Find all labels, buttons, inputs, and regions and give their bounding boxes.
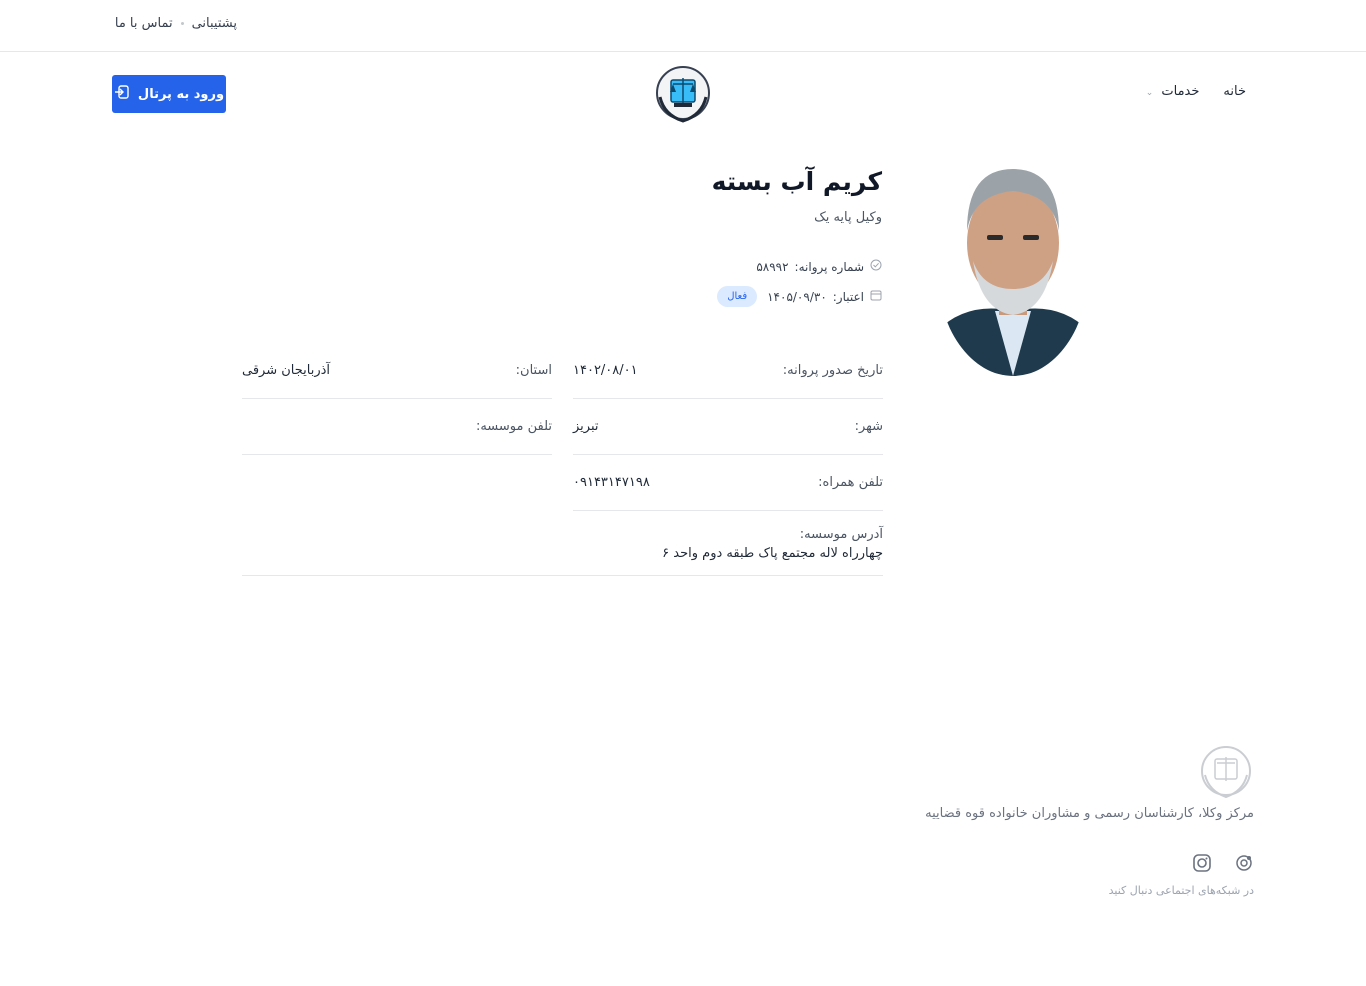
check-circle-icon xyxy=(870,259,882,274)
contact-link[interactable]: تماس با ما xyxy=(114,16,173,31)
province-value: آذربایجان شرقی xyxy=(242,363,331,378)
lawyer-title: وکیل پایه یک xyxy=(814,210,882,225)
main-nav xyxy=(1146,84,1246,99)
city-field xyxy=(573,411,883,455)
issue-date-value: ۱۴۰۲/۰۸/۰۱ xyxy=(573,363,638,378)
logo-emblem xyxy=(654,63,712,123)
mobile-field xyxy=(573,467,883,511)
social-icons xyxy=(1192,853,1254,877)
calendar-icon xyxy=(870,289,882,304)
footer-follow-text: در شبکه‌های اجتماعی دنبال کنید xyxy=(1108,884,1254,897)
office-phone-label: تلفن موسسه: xyxy=(475,419,552,434)
province-label: استان: xyxy=(515,363,552,378)
lawyer-name: کریم آب بسته xyxy=(711,167,882,196)
license-number: ۵۸۹۹۲ xyxy=(756,259,789,274)
portal-login-label: ورود به پرتال xyxy=(137,86,225,102)
chevron-down-icon: ⌄ xyxy=(1145,88,1154,98)
issue-date-label: تاریخ صدور پروانه: xyxy=(782,363,883,378)
city-value: تبریز xyxy=(573,419,599,434)
issue-date-field xyxy=(573,355,883,399)
address-value: چهارراه لاله مجتمع پاک طبقه دوم واحد ۶ xyxy=(662,546,883,561)
nav-item-services-label: خدمات xyxy=(1161,84,1200,99)
address-label: آدرس موسسه: xyxy=(799,527,883,542)
validity-date: ۱۴۰۵/۰۹/۳۰ xyxy=(767,289,827,304)
license-label: شماره پروانه: xyxy=(794,259,864,274)
instagram-icon[interactable] xyxy=(1192,853,1212,877)
separator-dot xyxy=(181,22,184,25)
social-icon[interactable] xyxy=(1234,853,1254,877)
portal-login-button[interactable] xyxy=(112,75,226,113)
avatar xyxy=(937,161,1089,376)
top-links xyxy=(115,16,237,31)
validity-label: اعتبار: xyxy=(832,289,864,304)
address-field xyxy=(242,527,883,576)
validity-row xyxy=(717,286,882,307)
license-row xyxy=(756,259,882,274)
nav-item-services[interactable] xyxy=(1146,84,1200,99)
footer-logo xyxy=(1199,743,1253,799)
site-logo[interactable] xyxy=(654,63,712,123)
nav-item-home[interactable]: خانه xyxy=(1223,84,1246,99)
mobile-value[interactable]: ۰۹۱۴۳۱۴۷۱۹۸ xyxy=(573,475,650,490)
support-link[interactable]: پشتیبانی xyxy=(191,16,237,31)
footer-org-name: مرکز وکلا، کارشناسان رسمی و مشاوران خانواده قوه قضاییه xyxy=(925,806,1254,821)
login-icon xyxy=(114,84,130,104)
status-badge: فعال xyxy=(717,286,757,307)
province-field xyxy=(242,355,552,399)
top-bar xyxy=(0,0,1366,52)
office-phone-field xyxy=(242,411,552,455)
mobile-label: تلفن همراه: xyxy=(818,475,883,490)
city-label: شهر: xyxy=(854,419,883,434)
